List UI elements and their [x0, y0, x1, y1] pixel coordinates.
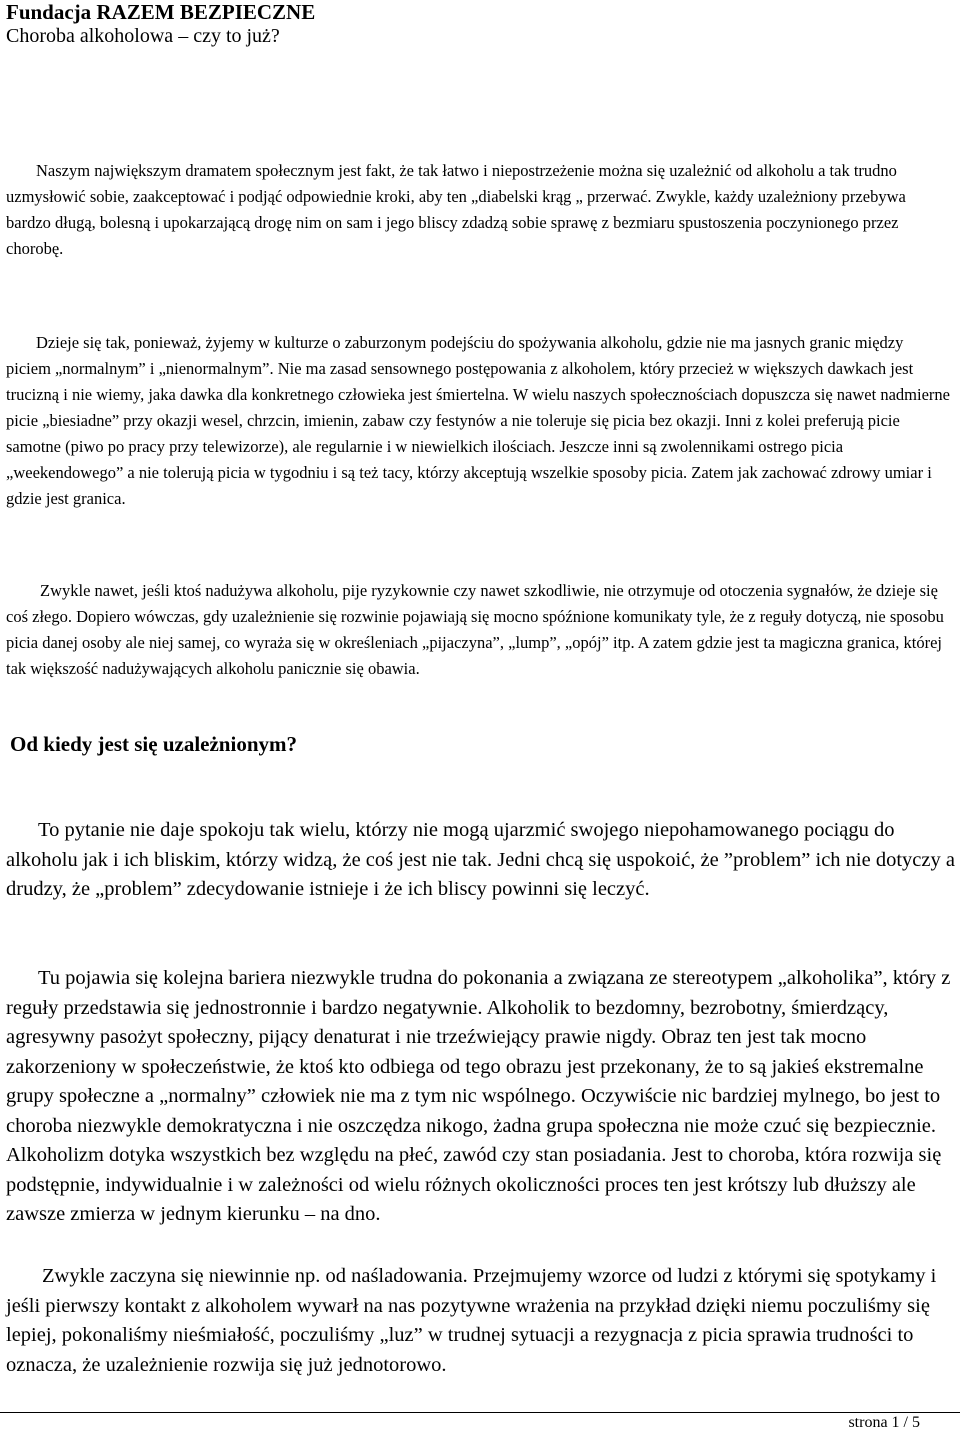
paragraph-2: Dzieje się tak, ponieważ, żyjemy w kulturze o zaburzonym podejściu do spożywania alkoholu, gdzie nie ma jasnych granic między piciem „normalnym” i „nienormalnym”. Nie ma zasad sensownego postępowania z alkoholem, który przecież w większych dawkach jest trucizną i nie wiemy, jaka dawka dla konkretnego człowieka jest śmiertelna. W wielu naszych społecznościach dopuszcza się nawet nadmierne picie „biesiadne” przy okazji wesel, chrzcin, imienin, zabaw czy festynów a nie toleruje się picia bez okazji. Inni z kolei preferują picie samotne (piwo po pracy przy telewizorze), ale regularnie i w niewielkich ilościach. Jeszcze inni są zwolennikami ostrego picia „weekendowego” a nie tolerują picia w tygodniu i są też tacy, którzy akceptują wszelkie sposoby picia. Zatem jak zachować zdrowy umiar i gdzie jest granica.	[6, 333, 950, 508]
footer-divider	[0, 1412, 960, 1413]
section-heading: Od kiedy jest się uzależnionym?	[10, 732, 297, 756]
document-header	[6, 0, 946, 48]
paragraph-3: Zwykle nawet, jeśli ktoś nadużywa alkoholu, pije ryzykownie czy nawet szkodliwie, nie otrzymuje od otoczenia sygnałów, że dzieje się coś złego. Dopiero wówczas, gdy uzależnienie się rozwinie pojawiają się mocno spóźnione komunikaty tyle, że z reguły dotyczą, nie sposobu picia danej osoby ale niej samej, co wyraża się w określeniach „pijaczyna”, „lump”, „opój” itp. A zatem gdzie jest ta magiczna granica, której tak większość nadużywających alkoholu panicznie się obawia.	[6, 581, 944, 678]
organization-name: Fundacja RAZEM BEZPIECZNE	[6, 0, 316, 24]
page-number: strona 1 / 5	[848, 1414, 920, 1431]
document-subtitle: Choroba alkoholowa – czy to już?	[6, 25, 280, 47]
paragraph-4: To pytanie nie daje spokoju tak wielu, którzy nie mogą ujarzmić swojego niepohamowanego pociągu do alkoholu jak i ich bliskim, którzy widzą, że coś jest nie tak. Jedni chcą się uspokoić, że ”problem” ich nie dotyczy a drudzy, że „problem” zdecydowanie istnieje i że ich bliscy powinni się leczyć.	[6, 819, 955, 900]
paragraph-6: Zwykle zaczyna się niewinnie np. od naśladowania. Przejmujemy wzorce od ludzi z którymi się spotykamy i jeśli pierwszy kontakt z alkoholem wywarł na nas pozytywne wrażenia na przykład dzięki niemu poczuliśmy się lepiej, pokonaliśmy nieśmiałość, poczuliśmy „luz” w trudnej sytuacji a rezygnacja z picia sprawia trudności to oznacza, że uzależnienie rozwija się już jednotorowo.	[6, 1265, 937, 1376]
paragraph-5: Tu pojawia się kolejna bariera niezwykle trudna do pokonania a związana ze stereotypem „alkoholika”, który z reguły przedstawia się jednostronnie i bardzo negatywnie. Alkoholik to bezdomny, bezrobotny, śmierdzący, agresywny pasożyt społeczny, pijący denaturat i nie trzeźwiejący prawie nigdy. Obraz ten jest tak mocno zakorzeniony w społeczeństwie, że ktoś kto odbiega od tego obrazu jest przekonany, że to są jakieś ekstremalne grupy społeczne a „normalny” człowiek nie ma z tym nic wspólnego. Oczywiście nic bardziej mylnego, bo jest to choroba niezwykle demokratyczna i nie oszczędza nikogo, żadna grupa społeczna nie może czuć się bezpiecznie. Alkoholizm dotyka wszystkich bez względu na płeć, zawód czy stan posiadania. Jest to choroba, która rozwija się podstępnie, indywidualnie i w zależności od wielu różnych okoliczności proces ten jest krótszy lub dłuższy ale zawsze zmierza w jednym kierunku – na dno.	[6, 967, 951, 1225]
paragraph-1: Naszym największym dramatem społecznym jest fakt, że tak łatwo i niepostrzeżenie można się uzależnić od alkoholu a tak trudno uzmysłowić sobie, zaakceptować i podjąć odpowiednie kroki, aby ten „diabelski krąg „ przerwać. Zwykle, każdy uzależniony przebywa bardzo długą, bolesną i upokarzającą drogę nim on sam i jego bliscy zdadzą sobie sprawę z bezmiaru spustoszenia poczynionego przez chorobę.	[6, 161, 906, 258]
